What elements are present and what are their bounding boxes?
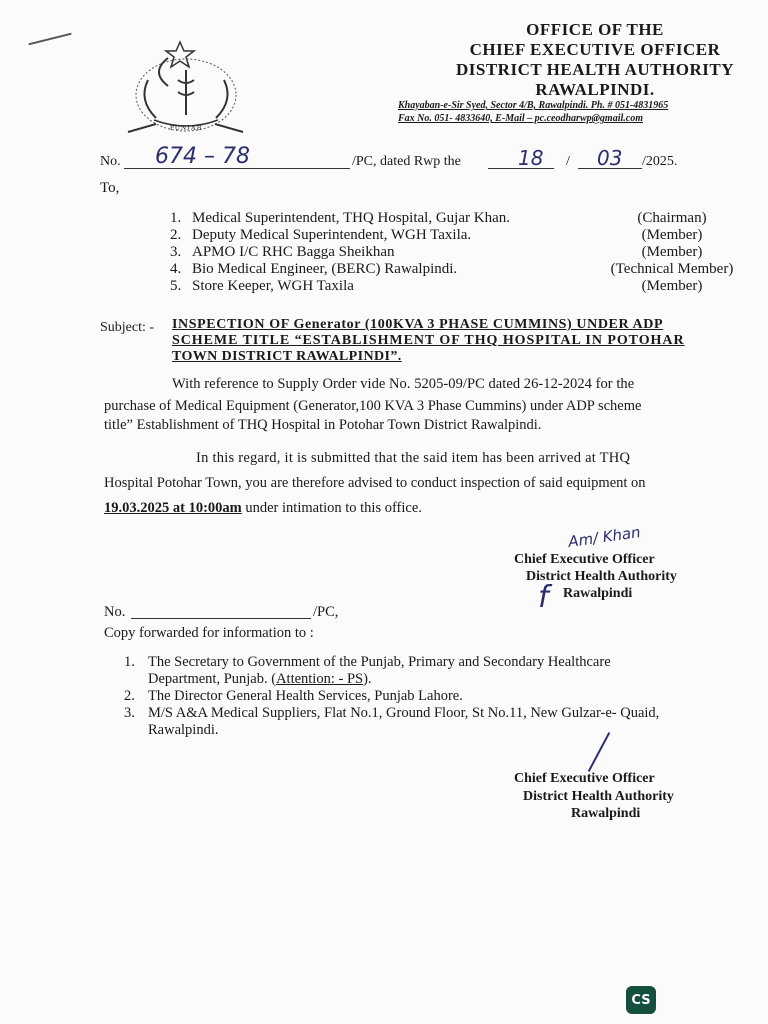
logo-text: PUNJAB [170,124,203,132]
badge-text: CS [631,992,651,1008]
ref-no-value: 674 – 78 [155,144,250,169]
ref-pc-dated: /PC, dated Rwp the [352,154,461,169]
copy-no-underline [131,618,311,619]
list-item: 2. Deputy Medical Superintendent, WGH Taxila. (Member) [170,227,703,243]
office-address: Khayaban-e-Sir Syed, Sector 4/B, Rawalpindi. Ph. # 051-4831965 [398,100,669,111]
subject-label: Subject: - [100,320,155,335]
sig2-city: Rawalpindi [571,806,641,821]
copy-ref-line [104,604,364,624]
inspection-date: 19.03.2025 at 10:00am [104,500,242,516]
sig2-title: Chief Executive Officer [514,771,655,786]
body-para1-line3: title” Establishment of THQ Hospital in Potohar Town District Rawalpindi. [104,417,542,433]
copy-no-label: No. [104,604,126,620]
sig1-city: Rawalpindi [563,586,633,601]
ref-sep: / [566,154,570,169]
copy-list [124,654,738,739]
body-para2-line3 [104,497,422,519]
list-item: 1. The Secretary to Government of the Punjab, Primary and Secondary Healthcare Department, Punjab. (Attention: - PS). [124,654,611,687]
subject-line-1: INSPECTION OF Generator (100KVA 3 PHASE CUMMINS) UNDER ADP [172,317,664,332]
ref-month: 03 [597,146,623,170]
list-item: 3. APMO I/C RHC Bagga Sheikhan (Member) [170,244,703,260]
initial-mark: f [538,580,549,615]
list-item: 1. Medical Superintendent, THQ Hospital, Gujar Khan. (Chairman) [170,210,707,226]
body-para2-line2: Hospital Potohar Town, you are therefore advised to conduct inspection of said equipment on [104,475,646,491]
pen-mark [28,33,71,46]
to-label: To, [100,180,120,196]
ref-year: /2025. [642,154,678,169]
title-line-3: DISTRICT HEALTH AUTHORITY [456,60,734,79]
recipient-list [170,210,752,295]
body-para2-tail: under intimation to this office. [241,500,422,516]
body-para2-line1: In this regard, it is submitted that the said item has been arrived at THQ [196,450,631,466]
subject-line-2: SCHEME TITLE “ESTABLISHMENT OF THQ HOSPITAL IN POTOHAR [172,333,685,348]
list-item: 2. The Director General Health Services, Punjab Lahore. [124,688,463,704]
camscanner-badge [626,986,656,1014]
body-para1-line1: With reference to Supply Order vide No. 5205-09/PC dated 26-12-2024 for the [172,376,635,392]
signature-scribble: Am/ Khan [567,523,642,551]
list-item: 5. Store Keeper, WGH Taxila (Member) [170,278,703,294]
subject-line-3: TOWN DISTRICT RAWALPINDI”. [172,349,402,364]
copy-pc: /PC, [313,604,339,620]
ref-no-label: No. [100,154,121,169]
ref-day: 18 [518,146,544,170]
body-para1-line2: purchase of Medical Equipment (Generator,100 KVA 3 Phase Cummins) under ADP scheme [104,398,642,414]
copy-forwarded: Copy forwarded for information to : [104,625,314,641]
logo [118,40,253,140]
title-line-4: RAWALPINDI. [535,80,655,99]
title-line-1: OFFICE OF THE [526,20,664,39]
title-line-2: CHIEF EXECUTIVE OFFICER [469,40,721,59]
office-title [430,20,760,100]
list-item: 3. M/S A&A Medical Suppliers, Flat No.1, Ground Floor, St No.11, New Gulzar-e- Quaid, Rawalpindi. [124,705,660,738]
office-fax-email: Fax No. 051- 4833640, E-Mail – pc.ceodharwp@gmail.com [398,113,643,124]
reference-line [100,144,720,172]
sig2-org: District Health Authority [523,789,674,804]
sig1-title: Chief Executive Officer [514,552,655,567]
list-item: 4. Bio Medical Engineer, (BERC) Rawalpindi. (Technical Member) [170,261,734,277]
sig1-org: District Health Authority [526,569,677,584]
